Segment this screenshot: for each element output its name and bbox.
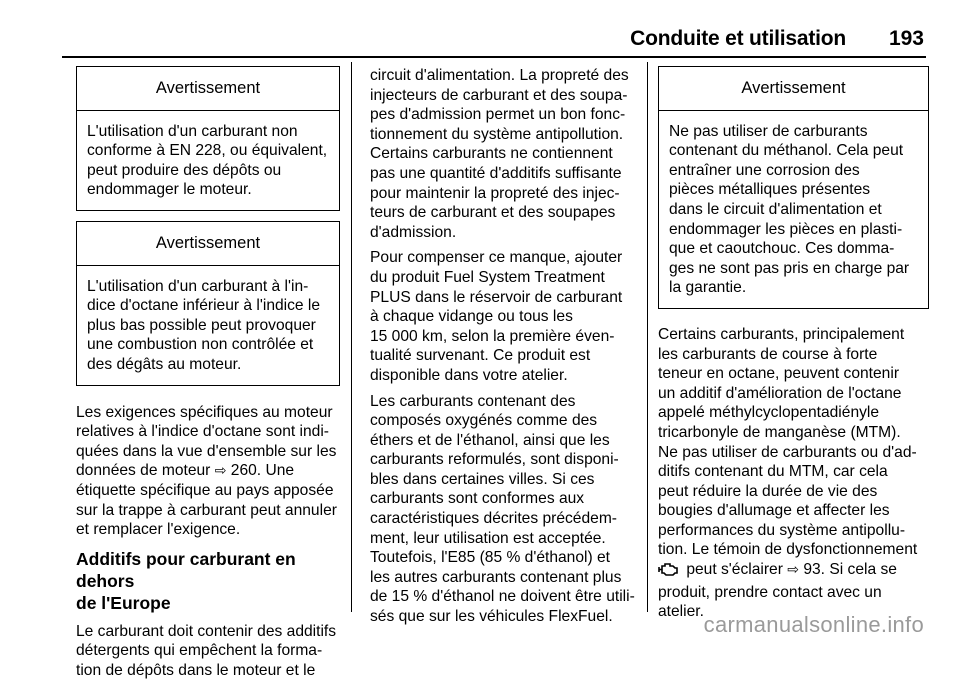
- treatment-paragraph: [370, 248, 636, 385]
- text-line: les carburants de course à forte: [658, 345, 878, 363]
- watermark: carmanualsonline.info: [703, 612, 924, 637]
- text-line: que et caoutchouc. Ces domma-: [669, 240, 895, 258]
- page-ref-link[interactable]: 260. Une: [226, 462, 295, 480]
- text-line: détergents qui empêchent la forma-: [76, 642, 323, 660]
- text-line: Le carburant doit contenir des additifs: [76, 622, 337, 640]
- warning-box-3: [658, 66, 929, 309]
- text-line: ditifs contenant du MTM, car cela: [658, 463, 888, 481]
- page-number: 193: [888, 27, 924, 50]
- ref-prefix: peut s'éclairer: [682, 561, 788, 579]
- text-line: endommager le moteur.: [87, 181, 252, 199]
- text-line: peut réduire la durée de vie des: [658, 482, 878, 500]
- ref-prefix: données de moteur: [76, 462, 215, 480]
- column-divider-1: [351, 62, 352, 612]
- heading-line: Additifs pour carburant en dehors: [76, 548, 296, 591]
- text-line: Les carburants contenant des: [370, 392, 576, 410]
- text-line: ges ne sont pas pris en charge par: [669, 259, 910, 277]
- additives-paragraph: [76, 622, 340, 681]
- oxygenated-fuels-paragraph: [370, 392, 636, 627]
- text-line: caractéristiques décrites précédem-: [370, 510, 618, 528]
- page-header: [0, 0, 960, 56]
- mtm-paragraph: [658, 325, 929, 622]
- text-line-with-ref: [76, 461, 340, 481]
- text-line: Certains carburants, principalement: [658, 325, 905, 343]
- text-line: L'utilisation d'un carburant à l'in-: [87, 277, 309, 295]
- text-line: relatives à l'indice d'octane sont indi-: [76, 423, 329, 441]
- engine-warning-icon: [658, 561, 680, 583]
- text-line: L'utilisation d'un carburant non: [87, 122, 298, 140]
- warning-box-2: [76, 221, 340, 386]
- column-3: [658, 66, 929, 628]
- text-line: tion. Le témoin de dysfonctionnement: [658, 541, 918, 559]
- text-line: composés oxygénés comme des: [370, 412, 598, 430]
- warning-title: Avertissement: [659, 67, 928, 111]
- text-line: les autres carburants contenant plus: [370, 568, 622, 586]
- section-heading: [76, 548, 340, 614]
- text-line: pour maintenir la propreté des injec-: [370, 184, 620, 202]
- header-rule: [62, 56, 926, 58]
- text-line: performances du système antipollu-: [658, 521, 906, 539]
- text-line: éthers et de l'éthanol, ainsi que les: [370, 431, 610, 449]
- text-line: une combustion non contrôlée et: [87, 336, 314, 354]
- text-line: bles dans certaines villes. Si ces: [370, 470, 595, 488]
- text-line: PLUS dans le réservoir de carburant: [370, 288, 623, 306]
- text-line: Les exigences spécifiques au moteur: [76, 403, 333, 421]
- text-line: entraîner une corrosion des: [669, 161, 860, 179]
- text-line: dans le circuit d'alimentation et: [669, 200, 882, 218]
- text-line: teneur en octane, peuvent contenir: [658, 365, 900, 383]
- text-line: Pour compenser ce manque, ajouter: [370, 249, 623, 267]
- text-line-with-ref: [658, 560, 929, 583]
- cleanliness-paragraph: [370, 66, 636, 242]
- text-line: contenant du méthanol. Cela peut: [669, 142, 904, 160]
- text-line: étiquette spécifique au pays apposée: [76, 481, 334, 499]
- text-line: 15 000 km, selon la première éven-: [370, 327, 615, 345]
- text-line: produit, prendre contact avec un: [658, 583, 882, 601]
- text-line: des dégâts au moteur.: [87, 355, 242, 373]
- text-line: sur la trappe à carburant peut annuler: [76, 501, 337, 519]
- octane-paragraph: [76, 403, 340, 540]
- warning-title: Avertissement: [77, 67, 339, 111]
- text-line: du produit Fuel System Treatment: [370, 268, 605, 286]
- text-line: bougies d'allumage et affecter les: [658, 502, 890, 520]
- text-line: Toutefois, l'E85 (85 % d'éthanol) et: [370, 549, 611, 567]
- text-line: quées dans la vue d'ensemble sur les: [76, 442, 337, 460]
- page-title: Conduite et utilisation: [630, 27, 846, 50]
- text-line: teurs de carburant et des soupapes: [370, 204, 616, 222]
- text-line: tualité survenant. Ce produit est: [370, 347, 591, 365]
- text-line: Ne pas utiliser de carburants ou d'ad-: [658, 443, 917, 461]
- column-1: [76, 66, 340, 686]
- text-line: tionnement du système antipollution.: [370, 125, 624, 143]
- warning-text: [77, 111, 339, 210]
- text-line: d'admission.: [370, 223, 457, 241]
- text-line: tricarbonyle de manganèse (MTM).: [658, 423, 901, 441]
- text-line: peut produire des dépôts ou: [87, 161, 282, 179]
- text-line: Ne pas utiliser de carburants: [669, 122, 868, 140]
- text-line: disponible dans votre atelier.: [370, 366, 568, 384]
- text-line: à chaque vidange ou tous les: [370, 308, 573, 326]
- text-line: carburants sont conformes aux: [370, 490, 585, 508]
- text-line: pas une quantité d'additifs suffisante: [370, 164, 622, 182]
- page-ref-arrow-icon[interactable]: ⇨: [787, 561, 799, 578]
- warning-box-1: [76, 66, 340, 211]
- text-line: carburants reformulés, sont disponi-: [370, 451, 619, 469]
- warning-text: [659, 111, 928, 308]
- text-line: un additif d'amélioration de l'octane: [658, 384, 902, 402]
- column-2: [370, 66, 636, 633]
- warning-title: Avertissement: [77, 222, 339, 266]
- text-line: la garantie.: [669, 279, 747, 297]
- text-line: appelé méthylcyclopentadiényle: [658, 404, 880, 422]
- warning-text: [77, 266, 339, 385]
- text-line: plus bas possible peut provoquer: [87, 316, 316, 334]
- text-line: de 15 % d'éthanol ne doivent être utili-: [370, 588, 635, 606]
- text-line: endommager les pièces en plasti-: [669, 220, 903, 238]
- heading-line: de l'Europe: [76, 592, 171, 613]
- text-line: pes d'admission permet un bon fonc-: [370, 106, 626, 124]
- text-line: pièces métalliques présentes: [669, 181, 871, 199]
- column-divider-2: [647, 62, 648, 612]
- text-line: et remplacer l'exigence.: [76, 521, 241, 539]
- text-line: ment, leur utilisation est acceptée.: [370, 529, 606, 547]
- text-line: circuit d'alimentation. La propreté des: [370, 67, 629, 84]
- text-line: conforme à EN 228, ou équivalent,: [87, 142, 328, 160]
- text-line: tion de dépôts dans le moteur et le: [76, 661, 316, 679]
- text-line: atelier.: [658, 603, 704, 621]
- text-line: dice d'octane inférieur à l'indice le: [87, 297, 321, 315]
- page-ref-link[interactable]: 93. Si cela se: [799, 561, 897, 579]
- text-line: injecteurs de carburant et des soupa-: [370, 86, 628, 104]
- text-line: sés que sur les véhicules FlexFuel.: [370, 608, 613, 626]
- page-ref-arrow-icon[interactable]: ⇨: [214, 462, 227, 479]
- text-line: Certains carburants ne contiennent: [370, 145, 613, 163]
